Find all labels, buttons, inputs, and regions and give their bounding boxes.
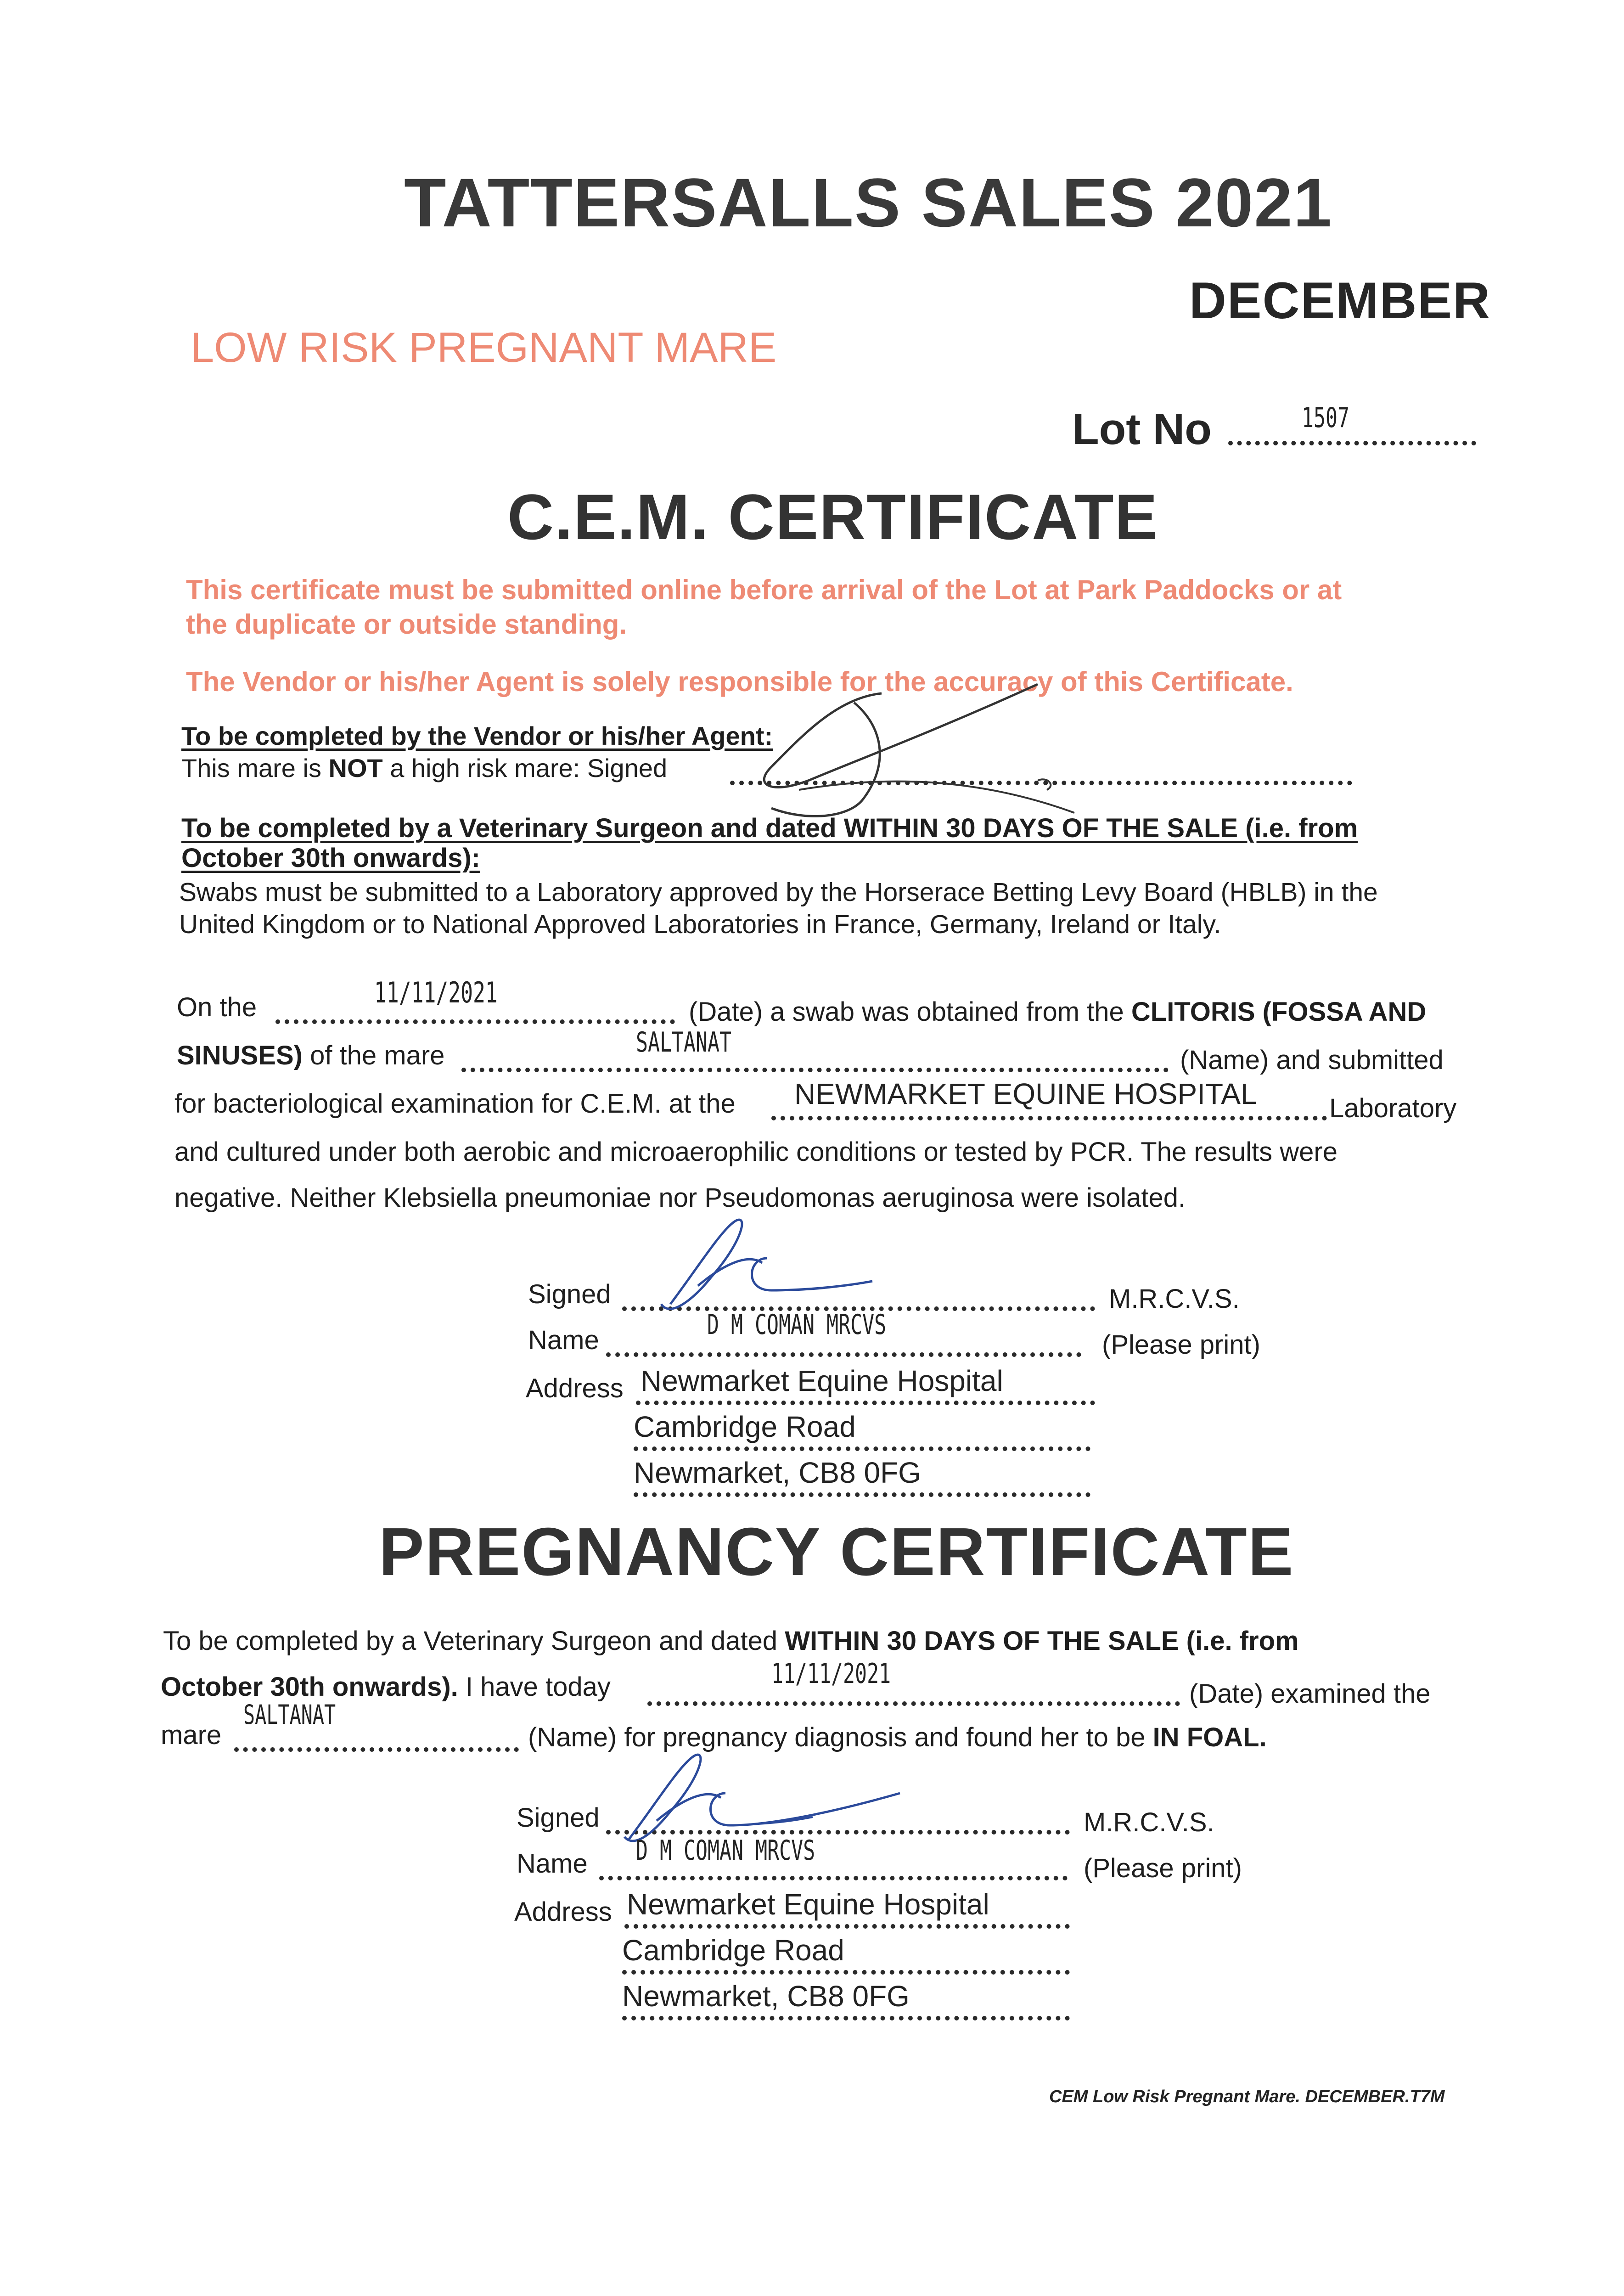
cem-mrcvs-label: M.R.C.V.S. xyxy=(1109,1284,1240,1314)
cem-mare-name-value: SALTANAT xyxy=(636,1026,732,1058)
pregnancy-address-line-2: Cambridge Road xyxy=(622,1934,844,1967)
pregnancy-please-print: (Please print) xyxy=(1084,1853,1242,1883)
pregnancy-address-dots-3 xyxy=(622,2016,1070,2020)
vendor-heading: To be completed by the Vendor or his/her Agent: xyxy=(181,721,773,750)
swabs-line-2: United Kingdom or to National Approved Laboratories in France, Germany, Ireland or Italy. xyxy=(179,910,1221,939)
lab-post-text: Laboratory xyxy=(1329,1093,1457,1123)
cem-certificate-title: C.E.M. CERTIFICATE xyxy=(507,481,1158,553)
cem-address-dots-1 xyxy=(636,1401,1095,1405)
cem-address-line-1: Newmarket Equine Hospital xyxy=(641,1364,1003,1397)
pregnancy-signed-label: Signed xyxy=(517,1803,600,1833)
pregnancy-address-label: Address xyxy=(514,1897,612,1927)
swab-sinuses-line: SINUSES) of the mare xyxy=(177,1041,445,1070)
cem-address-label: Address xyxy=(526,1373,624,1403)
pregnancy-in-foal-text: (Name) for pregnancy diagnosis and found her to be IN FOAL. xyxy=(528,1722,1267,1752)
swab-date-value: 11/11/2021 xyxy=(374,976,498,1009)
pregnancy-line-1: To be completed by a Veterinary Surgeon and dated WITHIN 30 DAYS OF THE SALE (i.e. from xyxy=(163,1626,1299,1656)
cem-notice-line-1: This certificate must be submitted online before arrival of the Lot at Park Paddocks or at xyxy=(186,574,1342,605)
risk-label: LOW RISK PREGNANT MARE xyxy=(191,324,777,371)
pregnancy-mrcvs-label: M.R.C.V.S. xyxy=(1084,1807,1214,1837)
footer-form-code: CEM Low Risk Pregnant Mare. DECEMBER.T7M xyxy=(1049,2087,1445,2106)
pregnancy-address-line-1: Newmarket Equine Hospital xyxy=(627,1888,989,1921)
pregnancy-certificate-title: PREGNANCY CERTIFICATE xyxy=(379,1514,1294,1590)
pregnancy-mare-name-line xyxy=(234,1747,519,1752)
pregnancy-date-value: 11/11/2021 xyxy=(771,1658,891,1690)
cem-address-line-3: Newmarket, CB8 0FG xyxy=(634,1456,921,1489)
pregnancy-address-dots-2 xyxy=(622,1970,1070,1975)
cem-address-dots-2 xyxy=(634,1446,1090,1451)
cem-mare-name-line xyxy=(461,1068,1169,1072)
pregnancy-after-date: (Date) examined the xyxy=(1189,1679,1431,1709)
lot-number-dots xyxy=(1228,441,1476,445)
swabs-line-1: Swabs must be submitted to a Laboratory approved by the Horserace Betting Levy Board (HBLB) in the xyxy=(179,878,1378,907)
cem-address-line-2: Cambridge Road xyxy=(634,1410,856,1443)
vendor-statement: This mare is NOT a high risk mare: Signed xyxy=(181,754,668,782)
pregnancy-mare-label: mare xyxy=(161,1720,222,1750)
lot-number-label: Lot No xyxy=(1072,405,1212,454)
pregnancy-line-2: October 30th onwards). I have today xyxy=(161,1672,611,1702)
lab-pre-text: for bacteriological examination for C.E.M. at the xyxy=(174,1089,736,1119)
pregnancy-name-label: Name xyxy=(517,1849,588,1879)
cem-notice-line-2: the duplicate or outside standing. xyxy=(186,609,627,640)
negative-line: negative. Neither Klebsiella pneumoniae nor Pseudomonas aeruginosa were isolated. xyxy=(174,1183,1186,1213)
swab-on-the-label: On the xyxy=(177,992,257,1022)
pregnancy-mare-name-value: SALTANAT xyxy=(243,1699,336,1730)
cem-signed-label: Signed xyxy=(528,1279,611,1309)
pregnancy-address-line-3: Newmarket, CB8 0FG xyxy=(622,1980,910,2013)
cem-please-print: (Please print) xyxy=(1102,1330,1260,1360)
pregnancy-vet-name-value: D M COMAN MRCVS xyxy=(636,1835,815,1867)
vendor-signature-icon xyxy=(744,670,1203,827)
cem-vet-name-value: D M COMAN MRCVS xyxy=(707,1309,887,1341)
cem-notice-line-3: The Vendor or his/her Agent is solely responsible for the accuracy of this Certificate. xyxy=(186,666,1293,697)
sale-month: DECEMBER xyxy=(1189,272,1491,329)
pregnancy-address-dots-1 xyxy=(624,1924,1070,1929)
cem-name-line xyxy=(606,1352,1081,1357)
swab-date-line xyxy=(275,1019,675,1024)
vet-heading-line-2: October 30th onwards): xyxy=(181,843,480,873)
lot-number-value: 1507 xyxy=(1302,402,1350,434)
cem-after-name: (Name) and submitted xyxy=(1180,1045,1444,1075)
lab-name-value: NEWMARKET EQUINE HOSPITAL xyxy=(794,1077,1257,1110)
vet-heading-line-1: To be completed by a Veterinary Surgeon and dated WITHIN 30 DAYS OF THE SALE (i.e. from xyxy=(181,813,1358,843)
cem-name-label: Name xyxy=(528,1325,599,1355)
lab-name-line xyxy=(771,1116,1327,1120)
cultured-line: and cultured under both aerobic and microaerophilic conditions or tested by PCR. The results were xyxy=(174,1137,1337,1167)
cem-vet-signature-icon xyxy=(643,1212,900,1322)
swab-after-date: (Date) a swab was obtained from the CLITORIS (FOSSA AND xyxy=(689,997,1427,1027)
pregnancy-name-line xyxy=(599,1876,1068,1880)
pregnancy-date-line xyxy=(647,1701,1180,1706)
sale-title: TATTERSALLS SALES 2021 xyxy=(404,164,1333,241)
cem-address-dots-3 xyxy=(634,1492,1090,1497)
